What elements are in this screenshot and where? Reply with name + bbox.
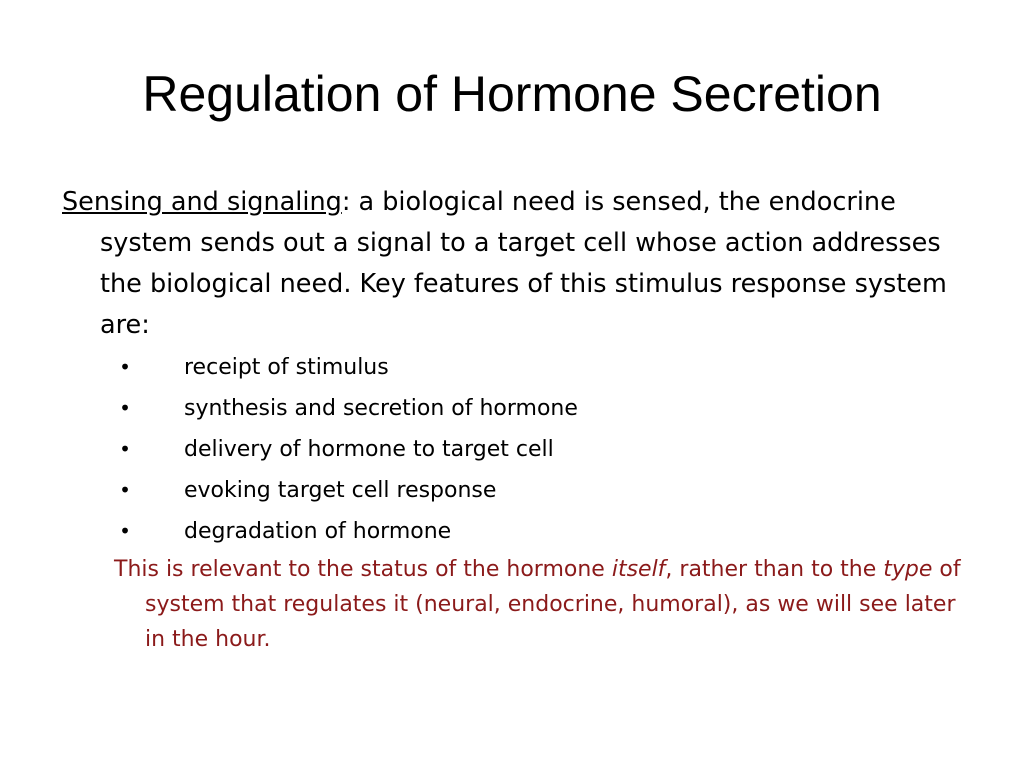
list-item xyxy=(62,470,972,511)
note-text-1: This is relevant to the status of the hormone xyxy=(114,557,612,582)
note-text-3: of system that regulates it (neural, endocrine, humoral), as we will see later in the hour. xyxy=(145,557,961,652)
slide-body xyxy=(62,182,972,657)
note-emphasis-itself: itself xyxy=(611,557,666,582)
main-text: : a biological need is sensed, the endocrine system sends out a signal to a target cell whose action addresses the biological need. Key features of this stimulus response system are: xyxy=(100,187,947,340)
list-item-text: delivery of hormone to target cell xyxy=(184,437,554,462)
feature-list xyxy=(62,347,972,552)
main-paragraph xyxy=(62,182,972,346)
list-item-text: receipt of stimulus xyxy=(184,355,389,380)
list-item xyxy=(62,388,972,429)
note-text-2: , rather than to the xyxy=(665,557,884,582)
bullet-icon: • xyxy=(119,519,131,543)
bullet-icon: • xyxy=(119,437,131,461)
list-item-text: evoking target cell response xyxy=(184,478,497,503)
bullet-icon: • xyxy=(119,396,131,420)
bullet-icon: • xyxy=(119,478,131,502)
slide-title: Regulation of Hormone Secretion xyxy=(142,66,882,122)
bullet-icon: • xyxy=(119,355,131,379)
list-item xyxy=(62,511,972,552)
key-term: Sensing and signaling xyxy=(62,187,342,217)
note-emphasis-type: type xyxy=(883,557,933,582)
note-paragraph xyxy=(114,552,972,657)
list-item xyxy=(62,347,972,388)
list-item xyxy=(62,429,972,470)
list-item-text: synthesis and secretion of hormone xyxy=(184,396,578,421)
list-item-text: degradation of hormone xyxy=(184,519,452,544)
